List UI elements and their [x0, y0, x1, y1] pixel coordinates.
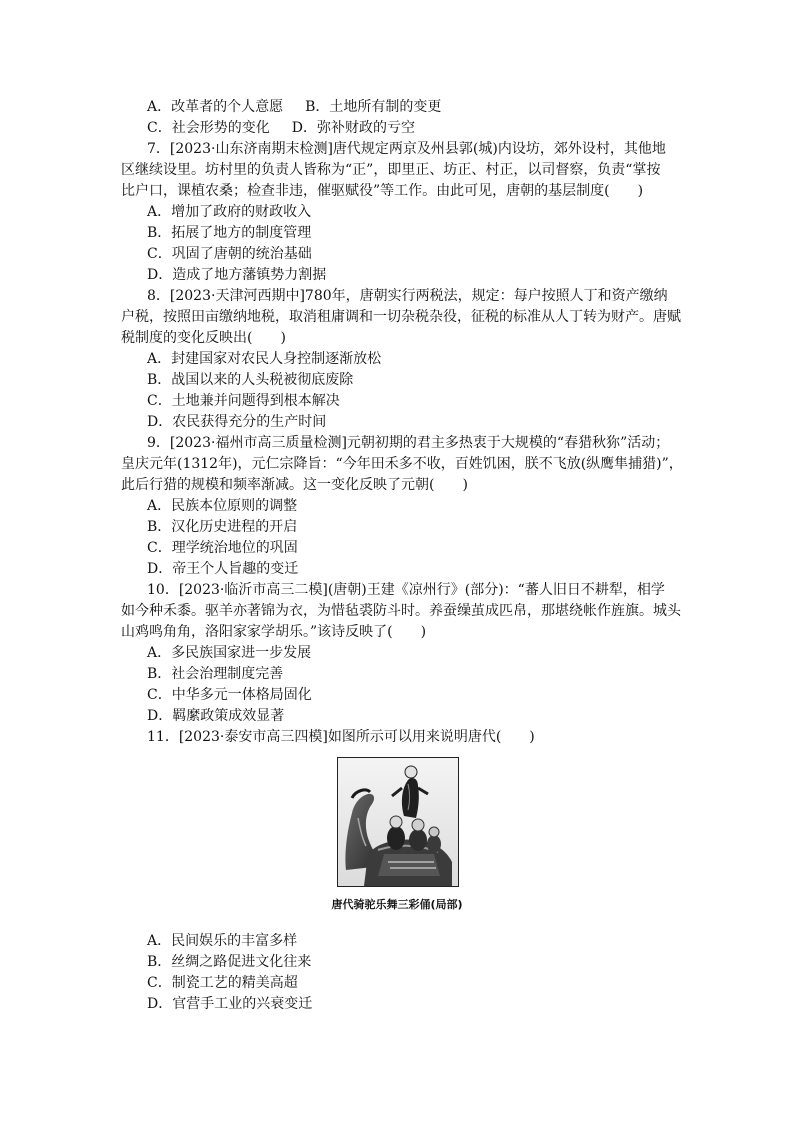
q8-option-a: A．封建国家对农民人身控制逐渐放松: [147, 351, 382, 367]
q10-option-a: A．多民族国家进一步发展: [147, 645, 312, 661]
q11-option-a: A．民间娱乐的丰富多样: [147, 933, 298, 949]
q7-stem-line-3: 比户口，课植农桑；检查非违，催驱赋役”等工作。由此可见，唐朝的基层制度( ): [121, 183, 644, 199]
q10-option-d: D．羁縻政策成效显著: [147, 708, 285, 724]
q7-stem-line-2: 区继续设里。坊村里的负责人皆称为“正”，即里正、坊正、村正，以司督察，负责“掌按: [121, 162, 661, 178]
q9-option-c: C．理学统治地位的巩固: [147, 540, 298, 556]
q10-option-c: C．中华多元一体格局固化: [147, 687, 312, 703]
q10-option-b: B．社会治理制度完善: [147, 666, 284, 682]
q10-stem-line-1: 10．[2023·临沂市高三二模](唐朝)王建《凉州行》(部分)：“蕃人旧日不耕犁，相学: [147, 582, 665, 598]
q9-stem-line-3: 此后行猎的规模和频率渐减。这一变化反映了元朝( ): [121, 477, 468, 493]
q11-option-d: D．官营手工业的兴衰变迁: [147, 996, 313, 1012]
q8-option-b: B．战国以来的人头税被彻底废除: [147, 372, 354, 388]
q8-stem-line-1: 8．[2023·天津河西期中]780年，唐朝实行两税法，规定：每户按照人丁和资产缴纳: [147, 288, 668, 304]
q10-stem-line-3: 山鸡鸣角角，洛阳家家学胡乐。”该诗反映了( ): [121, 624, 427, 640]
q9-stem-line-1: 9．[2023·福州市高三质量检测]元朝初期的君主多热衷于大规模的“春猎秋狝”活动；: [147, 435, 670, 451]
q8-stem-line-3: 税制度的变化反映出( ): [121, 330, 286, 346]
q9-stem-line-2: 皇庆元年(1312年)，元仁宗降旨：“今年田禾多不收，百姓饥困，朕不飞放(纵鹰隼捕猎)”，: [121, 456, 683, 472]
figurine-illustration: [338, 758, 458, 886]
q6-options-row-1: [147, 97, 441, 117]
q6-option-d: D．弥补财政的亏空: [291, 120, 415, 136]
q7-option-a: A．增加了政府的财政收入: [147, 204, 312, 220]
q9-option-b: B．汉化历史进程的开启: [147, 519, 298, 535]
q11-option-b: B．丝绸之路促进文化往来: [147, 954, 312, 970]
sancai-figurine-photo: [337, 757, 459, 887]
q10-stem-line-2: 如今种禾黍。驱羊亦著锦为衣，为惜毡裘防斗时。养蚕缲茧成匹帛，那堪绕帐作旌旗。城头: [121, 603, 681, 619]
q6-option-c: C．社会形势的变化: [147, 120, 270, 136]
q11-option-c: C．制瓷工艺的精美高超: [147, 975, 298, 991]
q8-stem-line-2: 户税，按照田亩缴纳地税，取消租庸调和一切杂税杂役，征税的标准从人丁转为财产。唐赋: [121, 309, 681, 325]
figure-caption: 唐代骑驼乐舞三彩俑(局部): [331, 898, 463, 911]
q6-option-b: B．土地所有制的变更: [305, 99, 442, 115]
q6-options-row-2: [147, 118, 415, 138]
q6-option-a: A．改革者的个人意愿: [147, 99, 284, 115]
q8-option-c: C．土地兼并问题得到根本解决: [147, 393, 340, 409]
q7-option-c: C．巩固了唐朝的统治基础: [147, 246, 312, 262]
q9-option-d: D．帝王个人旨趣的变迁: [147, 561, 299, 577]
q7-stem-line-1: 7．[2023·山东济南期末检测]唐代规定两京及州县郭(城)内设坊，郊外设村，其他地: [147, 141, 666, 157]
q7-option-b: B．拓展了地方的制度管理: [147, 225, 312, 241]
q8-option-d: D．农民获得充分的生产时间: [147, 414, 327, 430]
q11-stem-line-1: 11．[2023·泰安市高三四模]如图所示可以用来说明唐代( ): [147, 729, 535, 745]
q9-option-a: A．民族本位原则的调整: [147, 498, 298, 514]
q7-option-d: D．造成了地方藩镇势力割据: [147, 267, 327, 283]
